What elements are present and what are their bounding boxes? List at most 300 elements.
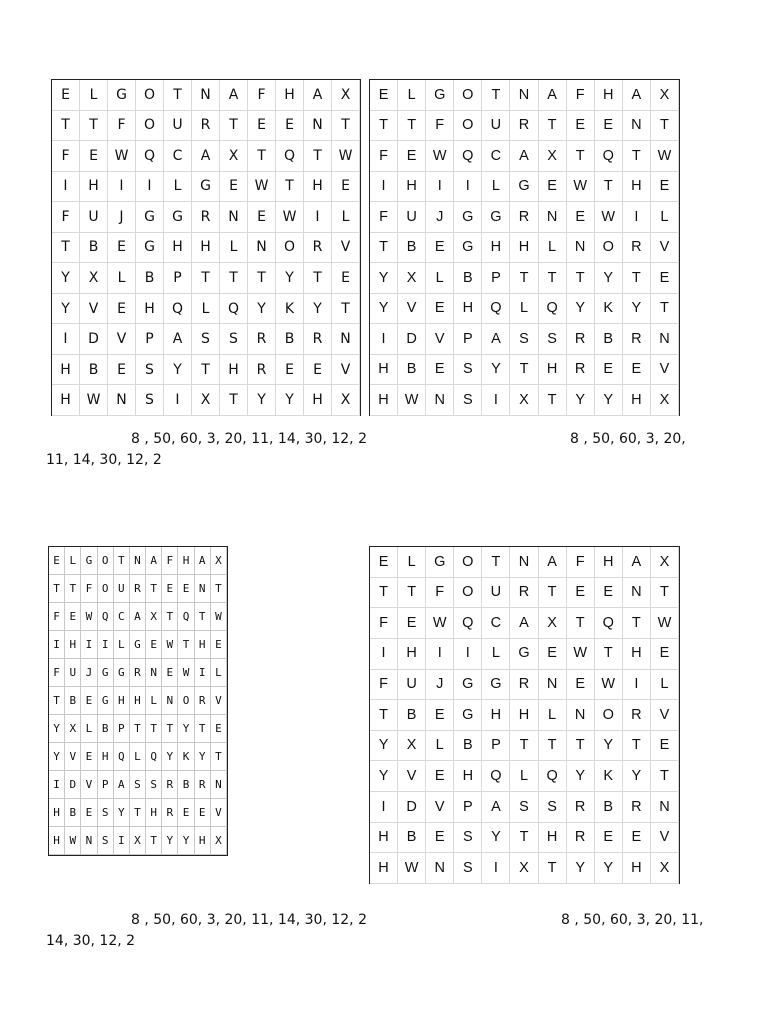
- grid-cell: I: [370, 324, 398, 355]
- grid-cell: S: [454, 355, 482, 386]
- grid-cell: N: [192, 80, 220, 111]
- grid-cell: E: [370, 547, 398, 578]
- grid-cell: Y: [49, 715, 65, 743]
- grid-cell: T: [539, 385, 567, 416]
- grid-cell: Y: [276, 385, 304, 416]
- grid-cell: E: [52, 80, 80, 111]
- grid-cell: N: [304, 111, 332, 142]
- grid-cell: V: [398, 761, 426, 792]
- grid-cell: W: [65, 827, 81, 855]
- grid-cell: H: [195, 827, 211, 855]
- grid-cell: R: [248, 355, 276, 386]
- grid-cell: T: [567, 731, 595, 762]
- grid-cell: T: [146, 827, 162, 855]
- grid-cell: E: [651, 639, 679, 670]
- grid-cell: L: [146, 687, 162, 715]
- grid-cell: A: [195, 547, 211, 575]
- grid-cell: F: [248, 80, 276, 111]
- grid-cell: T: [49, 575, 65, 603]
- grid-cell: V: [108, 324, 136, 355]
- grid-cell: L: [539, 233, 567, 264]
- grid-cell: W: [567, 172, 595, 203]
- grid-cell: A: [482, 324, 510, 355]
- grid-cell: E: [567, 202, 595, 233]
- grid-cell: T: [398, 578, 426, 609]
- grid-cell: E: [567, 670, 595, 701]
- grid-cell: B: [178, 771, 194, 799]
- grid-cell: L: [510, 294, 538, 325]
- grid-cell: T: [192, 263, 220, 294]
- grid-cell: R: [567, 355, 595, 386]
- grid-cell: T: [482, 547, 510, 578]
- grid-cell: Y: [114, 799, 130, 827]
- grid-cell: L: [220, 233, 248, 264]
- grid-cell: H: [370, 355, 398, 386]
- grid-cell: R: [510, 578, 538, 609]
- grid-cell: P: [98, 771, 114, 799]
- grid-cell: V: [332, 233, 360, 264]
- grid-cell: O: [178, 687, 194, 715]
- grid-cell: T: [510, 823, 538, 854]
- grid-cell: T: [623, 263, 651, 294]
- grid-cell: E: [426, 355, 454, 386]
- grid-cell: F: [426, 578, 454, 609]
- grid-cell: Q: [539, 294, 567, 325]
- grid-cell: I: [81, 631, 97, 659]
- grid-cell: Y: [370, 731, 398, 762]
- grid-cell: I: [454, 172, 482, 203]
- grid-cell: Y: [248, 294, 276, 325]
- grid-cell: S: [539, 792, 567, 823]
- grid-cell: S: [510, 792, 538, 823]
- grid-cell: B: [398, 700, 426, 731]
- grid-cell: L: [426, 263, 454, 294]
- grid-cell: R: [304, 324, 332, 355]
- grid-cell: T: [162, 603, 178, 631]
- grid-cell: T: [192, 355, 220, 386]
- grid-cell: N: [108, 385, 136, 416]
- grid-cell: W: [398, 853, 426, 884]
- grid-cell: N: [567, 700, 595, 731]
- grid-cell: G: [136, 233, 164, 264]
- grid-cell: R: [192, 111, 220, 142]
- grid-cell: A: [539, 547, 567, 578]
- grid-cell: R: [623, 233, 651, 264]
- grid-cell: U: [398, 202, 426, 233]
- grid-cell: R: [195, 771, 211, 799]
- grid-cell: X: [398, 731, 426, 762]
- grid-cell: H: [136, 294, 164, 325]
- grid-cell: T: [195, 715, 211, 743]
- grid-cell: B: [454, 731, 482, 762]
- grid-cell: X: [146, 603, 162, 631]
- grid-cell: H: [164, 233, 192, 264]
- grid-cell: A: [192, 141, 220, 172]
- grid-cell: O: [454, 578, 482, 609]
- grid-cell: T: [80, 111, 108, 142]
- grid-cell: N: [162, 687, 178, 715]
- grid-cell: E: [65, 603, 81, 631]
- grid-cell: S: [454, 823, 482, 854]
- grid-cell: P: [482, 731, 510, 762]
- grid-cell: E: [426, 761, 454, 792]
- grid-cell: L: [65, 547, 81, 575]
- grid-cell: H: [98, 743, 114, 771]
- grid-cell: T: [220, 385, 248, 416]
- grid-cell: G: [81, 547, 97, 575]
- grid-cell: E: [162, 575, 178, 603]
- grid-cell: W: [211, 603, 227, 631]
- grid-cell: I: [114, 827, 130, 855]
- grid-cell: Q: [595, 141, 623, 172]
- grid-cell: U: [164, 111, 192, 142]
- grid-cell: I: [370, 792, 398, 823]
- grid-cell: U: [482, 578, 510, 609]
- grid-cell: J: [81, 659, 97, 687]
- word-search-grid-1: [51, 79, 361, 416]
- grid-cell: E: [426, 700, 454, 731]
- grid-cell: W: [276, 202, 304, 233]
- grid-cell: R: [510, 670, 538, 701]
- grid-cell: I: [370, 639, 398, 670]
- grid-cell: W: [108, 141, 136, 172]
- grid-cell: L: [510, 761, 538, 792]
- grid-cell: H: [49, 799, 65, 827]
- grid-cell: T: [164, 80, 192, 111]
- grid-cell: Y: [595, 385, 623, 416]
- grid-cell: T: [146, 575, 162, 603]
- grid-cell: W: [81, 603, 97, 631]
- grid-cell: H: [220, 355, 248, 386]
- grid-cell: T: [332, 111, 360, 142]
- grid-cell: N: [567, 233, 595, 264]
- grid-cell: E: [162, 659, 178, 687]
- grid-cell: G: [482, 670, 510, 701]
- grid-cell: S: [220, 324, 248, 355]
- grid-cell: T: [304, 141, 332, 172]
- number-list-2b: 11, 14, 30, 12, 2: [46, 452, 162, 468]
- grid-cell: H: [623, 853, 651, 884]
- grid-cell: B: [80, 233, 108, 264]
- grid-cell: K: [595, 294, 623, 325]
- grid-cell: H: [304, 172, 332, 203]
- grid-cell: L: [211, 659, 227, 687]
- grid-cell: E: [178, 799, 194, 827]
- grid-cell: T: [595, 172, 623, 203]
- grid-cell: E: [595, 578, 623, 609]
- grid-cell: N: [248, 233, 276, 264]
- grid-cell: A: [510, 141, 538, 172]
- grid-cell: P: [164, 263, 192, 294]
- grid-cell: T: [114, 547, 130, 575]
- grid-cell: G: [426, 80, 454, 111]
- grid-cell: H: [623, 385, 651, 416]
- grid-cell: A: [623, 80, 651, 111]
- grid-cell: N: [651, 324, 679, 355]
- grid-cell: A: [482, 792, 510, 823]
- grid-cell: T: [220, 111, 248, 142]
- grid-cell: L: [164, 172, 192, 203]
- grid-cell: Y: [162, 743, 178, 771]
- grid-cell: E: [220, 172, 248, 203]
- grid-cell: T: [304, 263, 332, 294]
- grid-cell: X: [539, 141, 567, 172]
- grid-cell: Y: [49, 743, 65, 771]
- grid-cell: R: [510, 202, 538, 233]
- grid-cell: E: [398, 608, 426, 639]
- grid-cell: Q: [454, 608, 482, 639]
- grid-cell: E: [80, 141, 108, 172]
- grid-cell: T: [623, 608, 651, 639]
- grid-cell: T: [482, 80, 510, 111]
- grid-cell: X: [80, 263, 108, 294]
- grid-cell: N: [220, 202, 248, 233]
- grid-cell: L: [81, 715, 97, 743]
- grid-cell: W: [651, 608, 679, 639]
- grid-cell: G: [192, 172, 220, 203]
- grid-cell: I: [49, 771, 65, 799]
- grid-cell: H: [370, 853, 398, 884]
- grid-cell: N: [146, 659, 162, 687]
- grid-cell: S: [539, 324, 567, 355]
- grid-cell: S: [192, 324, 220, 355]
- grid-cell: U: [65, 659, 81, 687]
- grid-cell: E: [195, 799, 211, 827]
- grid-cell: R: [195, 687, 211, 715]
- grid-cell: E: [304, 355, 332, 386]
- grid-cell: B: [136, 263, 164, 294]
- grid-cell: L: [108, 263, 136, 294]
- grid-cell: T: [248, 263, 276, 294]
- grid-cell: V: [211, 799, 227, 827]
- grid-cell: N: [539, 670, 567, 701]
- word-search-grid-2: [369, 79, 680, 416]
- grid-cell: E: [426, 823, 454, 854]
- grid-cell: W: [426, 141, 454, 172]
- grid-cell: Y: [567, 385, 595, 416]
- grid-cell: O: [454, 111, 482, 142]
- grid-cell: T: [162, 715, 178, 743]
- grid-cell: E: [276, 355, 304, 386]
- grid-cell: H: [482, 700, 510, 731]
- grid-cell: U: [80, 202, 108, 233]
- grid-cell: P: [136, 324, 164, 355]
- grid-cell: E: [651, 172, 679, 203]
- grid-cell: G: [130, 631, 146, 659]
- grid-cell: T: [370, 233, 398, 264]
- grid-cell: Y: [178, 827, 194, 855]
- grid-cell: E: [108, 355, 136, 386]
- grid-cell: I: [482, 853, 510, 884]
- grid-cell: Y: [276, 263, 304, 294]
- grid-cell: F: [81, 575, 97, 603]
- grid-cell: I: [370, 172, 398, 203]
- grid-cell: T: [510, 355, 538, 386]
- grid-cell: S: [98, 799, 114, 827]
- grid-cell: W: [332, 141, 360, 172]
- grid-cell: X: [220, 141, 248, 172]
- grid-cell: J: [426, 670, 454, 701]
- grid-cell: H: [65, 631, 81, 659]
- grid-cell: X: [651, 853, 679, 884]
- grid-cell: T: [211, 575, 227, 603]
- grid-cell: X: [651, 80, 679, 111]
- grid-cell: A: [130, 603, 146, 631]
- grid-cell: U: [114, 575, 130, 603]
- grid-cell: N: [426, 385, 454, 416]
- grid-cell: D: [80, 324, 108, 355]
- grid-cell: Q: [595, 608, 623, 639]
- grid-cell: F: [370, 670, 398, 701]
- grid-cell: D: [398, 324, 426, 355]
- grid-cell: S: [136, 385, 164, 416]
- grid-cell: T: [539, 578, 567, 609]
- grid-cell: H: [398, 172, 426, 203]
- grid-cell: Q: [164, 294, 192, 325]
- grid-cell: V: [426, 324, 454, 355]
- grid-cell: L: [80, 80, 108, 111]
- grid-cell: E: [651, 731, 679, 762]
- grid-cell: F: [52, 141, 80, 172]
- grid-cell: V: [651, 355, 679, 386]
- grid-cell: F: [567, 80, 595, 111]
- grid-cell: B: [98, 715, 114, 743]
- grid-cell: H: [510, 700, 538, 731]
- grid-cell: T: [65, 575, 81, 603]
- grid-cell: S: [454, 385, 482, 416]
- grid-cell: E: [539, 639, 567, 670]
- grid-cell: T: [146, 715, 162, 743]
- grid-cell: E: [595, 111, 623, 142]
- grid-cell: X: [651, 547, 679, 578]
- grid-cell: I: [164, 385, 192, 416]
- grid-cell: H: [370, 385, 398, 416]
- grid-cell: S: [146, 771, 162, 799]
- grid-cell: H: [80, 172, 108, 203]
- grid-cell: R: [567, 792, 595, 823]
- grid-cell: Y: [178, 715, 194, 743]
- grid-cell: W: [426, 608, 454, 639]
- grid-cell: Y: [482, 823, 510, 854]
- grid-cell: Y: [623, 761, 651, 792]
- grid-cell: T: [623, 731, 651, 762]
- grid-cell: G: [454, 700, 482, 731]
- grid-cell: G: [454, 670, 482, 701]
- grid-cell: R: [510, 111, 538, 142]
- grid-cell: U: [482, 111, 510, 142]
- grid-cell: V: [80, 294, 108, 325]
- grid-cell: G: [482, 202, 510, 233]
- grid-cell: E: [81, 799, 97, 827]
- grid-cell: C: [164, 141, 192, 172]
- grid-cell: H: [195, 631, 211, 659]
- grid-cell: T: [220, 263, 248, 294]
- grid-cell: L: [426, 731, 454, 762]
- grid-cell: Q: [136, 141, 164, 172]
- grid-cell: H: [130, 687, 146, 715]
- grid-cell: I: [136, 172, 164, 203]
- grid-cell: E: [108, 294, 136, 325]
- grid-cell: T: [370, 578, 398, 609]
- grid-cell: Y: [162, 827, 178, 855]
- word-search-grid-4: [369, 546, 680, 884]
- grid-cell: A: [164, 324, 192, 355]
- grid-cell: X: [398, 263, 426, 294]
- grid-cell: N: [510, 80, 538, 111]
- number-list-1: 8 , 50, 60, 3, 20, 11, 14, 30, 12, 2: [131, 431, 367, 447]
- grid-cell: V: [651, 700, 679, 731]
- grid-cell: S: [454, 853, 482, 884]
- grid-cell: F: [49, 659, 65, 687]
- grid-cell: I: [454, 639, 482, 670]
- grid-cell: Y: [370, 761, 398, 792]
- grid-cell: V: [651, 823, 679, 854]
- grid-cell: O: [276, 233, 304, 264]
- grid-cell: F: [52, 202, 80, 233]
- grid-cell: I: [52, 172, 80, 203]
- grid-cell: Q: [276, 141, 304, 172]
- grid-cell: E: [332, 172, 360, 203]
- grid-cell: H: [454, 761, 482, 792]
- grid-cell: X: [539, 608, 567, 639]
- grid-cell: X: [510, 385, 538, 416]
- grid-cell: Q: [114, 743, 130, 771]
- grid-cell: X: [332, 80, 360, 111]
- grid-cell: T: [623, 141, 651, 172]
- grid-cell: Y: [304, 294, 332, 325]
- grid-cell: E: [211, 715, 227, 743]
- grid-cell: E: [539, 172, 567, 203]
- grid-cell: L: [539, 700, 567, 731]
- number-list-4a: 8 , 50, 60, 3, 20, 11,: [561, 912, 704, 928]
- grid-cell: E: [211, 631, 227, 659]
- grid-cell: W: [398, 385, 426, 416]
- grid-cell: T: [370, 111, 398, 142]
- grid-cell: I: [49, 631, 65, 659]
- grid-cell: T: [567, 141, 595, 172]
- number-list-3: 8 , 50, 60, 3, 20, 11, 14, 30, 12, 2: [131, 912, 367, 928]
- grid-cell: T: [195, 603, 211, 631]
- grid-cell: Y: [567, 294, 595, 325]
- grid-cell: F: [370, 608, 398, 639]
- grid-cell: E: [276, 111, 304, 142]
- grid-cell: N: [81, 827, 97, 855]
- grid-cell: L: [332, 202, 360, 233]
- grid-cell: T: [651, 578, 679, 609]
- grid-cell: P: [454, 792, 482, 823]
- grid-cell: G: [136, 202, 164, 233]
- grid-cell: Y: [248, 385, 276, 416]
- grid-cell: R: [162, 771, 178, 799]
- grid-cell: Y: [595, 853, 623, 884]
- grid-cell: V: [651, 233, 679, 264]
- grid-cell: T: [130, 799, 146, 827]
- grid-cell: R: [130, 659, 146, 687]
- grid-cell: Q: [178, 603, 194, 631]
- grid-cell: B: [80, 355, 108, 386]
- grid-cell: G: [426, 547, 454, 578]
- grid-cell: X: [211, 547, 227, 575]
- grid-cell: E: [81, 743, 97, 771]
- grid-cell: A: [510, 608, 538, 639]
- grid-cell: W: [162, 631, 178, 659]
- grid-cell: R: [567, 324, 595, 355]
- grid-cell: K: [276, 294, 304, 325]
- grid-cell: O: [98, 575, 114, 603]
- grid-cell: V: [332, 355, 360, 386]
- grid-cell: I: [482, 385, 510, 416]
- grid-cell: O: [454, 80, 482, 111]
